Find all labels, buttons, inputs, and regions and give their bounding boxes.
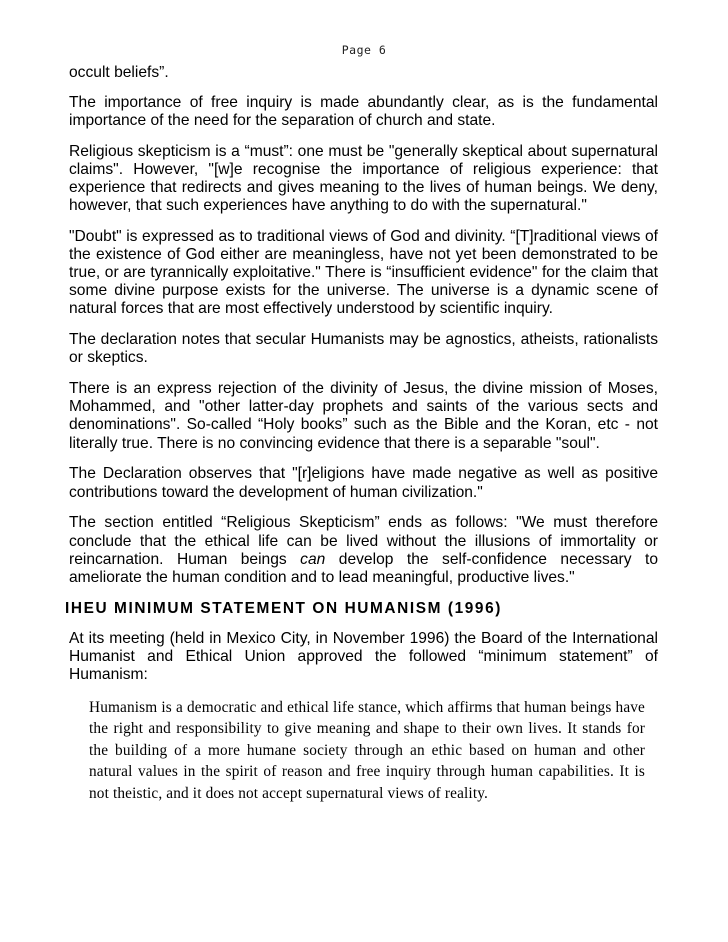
paragraph-divinity-rejection: There is an express rejection of the divinity of Jesus, the divine mission of Moses, Mohammed, and "other latter-day prophets and saints of the various sects and denominations". So-called “Holy books” such as the Bible and the Koran, etc - not literally true. There is no convincing evidence that there is a separable "soul".	[69, 380, 658, 452]
paragraph-occult-beliefs: occult beliefs”.	[69, 64, 169, 81]
paragraph-free-inquiry: The importance of free inquiry is made abundantly clear, as is the fundamental importance of the need for the separation of church and state.	[69, 93, 658, 129]
paragraph-doubt: "Doubt" is expressed as to traditional views of God and divinity. “[T]raditional views of the existence of God either are meaningless, have not yet been demonstrated to be true, or are tyrannically exploitative." There is “insufficient evidence" for the claim that some divine purpose exists for the universe. The universe is a dynamic scene of natural forces that are most effectively understood by scientific inquiry.	[69, 228, 658, 318]
closing-text-start: The section entitled “Religious Skepticism” ends as follows: "We must therefore conclude that the ethical life can be lived without the illusions of immortality or reincarnation. Human beings	[69, 514, 658, 568]
paragraph-iheu-intro: At its meeting (held in Mexico City, in November 1996) the Board of the International Humanist and Ethical Union approved the followed “minimum statement” of Humanism:	[69, 629, 658, 683]
paragraph-religious-skepticism: Religious skepticism is a “must”: one must be "generally skeptical about supernatural claims". However, "[w]e recognise the importance of religious experience: that experience that redirects and gives meaning to the lives of human beings. We deny, however, that such experiences have anything to do with the supernatural."	[69, 142, 658, 215]
minimum-statement-quote: Humanism is a democratic and ethical life stance, which affirms that human beings have the right and responsibility to give meaning and shape to their own lives. It stands for the building of a more humane society through an ethic based on human and other natural values in the spirit of reason and free inquiry through human capabilities. It is not theistic, and it does not accept supernatural views of reality.	[89, 698, 645, 803]
paragraph-section-ending	[69, 514, 658, 586]
section-heading: IHEU MINIMUM STATEMENT ON HUMANISM (1996)	[65, 599, 502, 617]
closing-text-end: develop the self-confidence necessary to ameliorate the human condition and to lead meaningful, productive lives."	[69, 550, 658, 586]
page-number-header: Page 6	[341, 43, 387, 57]
document-body	[65, 64, 658, 805]
paragraph-religions-contributions: The Declaration observes that "[r]eligions have made negative as well as positive contributions toward the development of human civilization."	[69, 465, 658, 501]
paragraph-secular-humanists: The declaration notes that secular Humanists may be agnostics, atheists, rationalists or skeptics.	[69, 331, 658, 367]
emphasis-can: can	[300, 550, 326, 568]
